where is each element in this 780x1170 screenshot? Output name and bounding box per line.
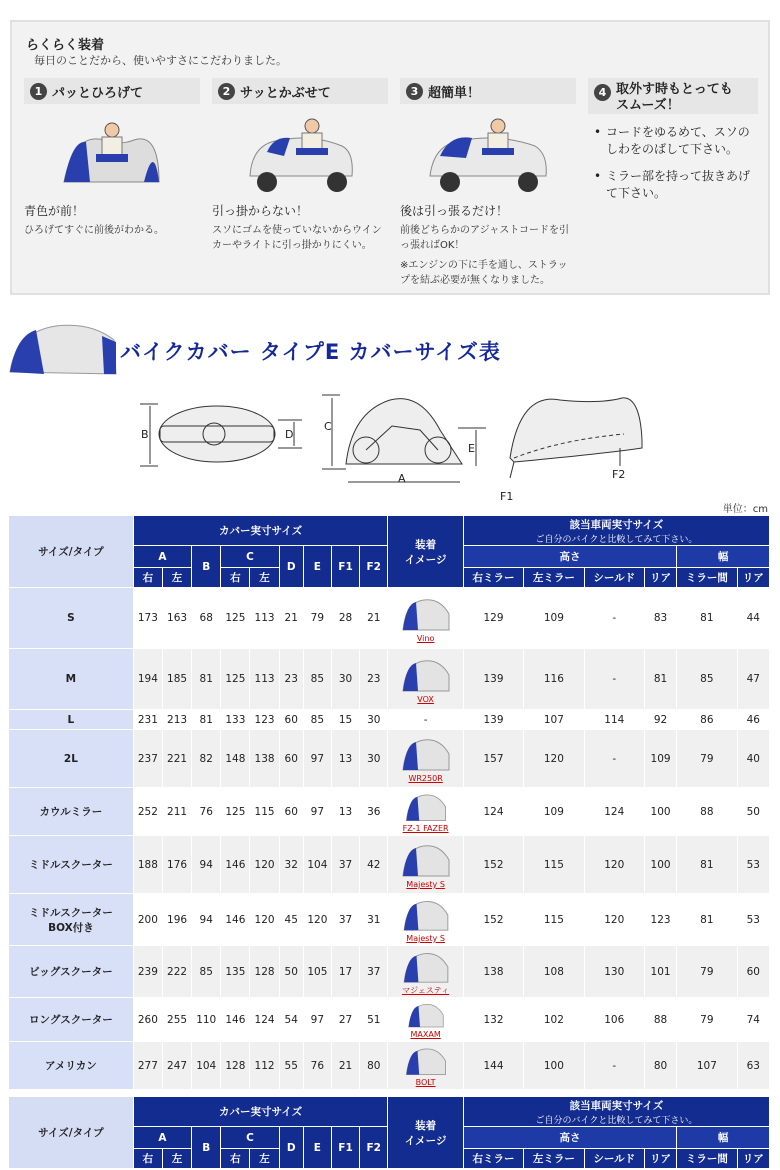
table-row	[9, 788, 770, 836]
cover-size-cell: 231	[133, 710, 162, 730]
cover-size-cell: 50	[279, 946, 303, 998]
cover-size-cell: 237	[133, 730, 162, 788]
vehicle-size-cell: 114	[584, 710, 644, 730]
cover-size-cell: 200	[133, 894, 162, 946]
step-4	[588, 78, 758, 202]
cover-size-cell: 138	[250, 730, 279, 788]
cover-size-cell: 79	[303, 588, 331, 649]
bullet-item: • コードをゆるめて、スソのしわをのばして下さい。	[588, 124, 758, 158]
size-chart-header	[0, 310, 780, 390]
col-size-type: サイズ/タイプ	[9, 1097, 134, 1169]
cover-size-cell: 146	[221, 998, 250, 1042]
vehicle-size-cell: 152	[463, 894, 523, 946]
step-title: 超簡単！	[428, 85, 481, 101]
table-row	[9, 998, 770, 1042]
cover-size-cell: 260	[133, 998, 162, 1042]
cover-size-cell: 146	[221, 836, 250, 894]
vehicle-size-cell: 108	[524, 946, 584, 998]
col-a-right: 右	[133, 568, 162, 588]
col-rear-width: リア	[737, 568, 769, 588]
cover-size-cell: 120	[250, 894, 279, 946]
table-row	[9, 894, 770, 946]
vehicle-size-cell: 86	[677, 710, 737, 730]
vehicle-size-cell: 60	[737, 946, 769, 998]
vehicle-size-cell: 83	[644, 588, 676, 649]
step-description: ひろげてすぐに前後がわかる。	[24, 225, 164, 236]
group-cover-size: カバー実寸サイズ	[133, 516, 388, 546]
fit-image-link[interactable]: Majesty S	[406, 934, 445, 943]
col-f2: F2	[360, 1127, 388, 1169]
unit-label: 単位：cm	[722, 504, 768, 515]
cover-size-cell: 213	[162, 710, 191, 730]
vehicle-size-cell: 88	[677, 788, 737, 836]
table-row	[9, 1042, 770, 1090]
size-cell: ミドルスクーター	[9, 836, 134, 894]
vehicle-size-cell: 139	[463, 710, 523, 730]
fit-image-link[interactable]: マジェスティ	[402, 986, 450, 995]
step-description: 前後どちらかのアジャストコードを引っ張ればOK！	[400, 225, 569, 251]
col-a: A	[133, 1127, 191, 1149]
cover-size-cell: 115	[250, 788, 279, 836]
covered-bike-thumbnail	[400, 734, 452, 774]
dim-label-c: C	[324, 420, 332, 433]
vehicle-size-cell: 85	[677, 649, 737, 710]
col-d: D	[279, 546, 303, 588]
step-title: パッとひろげて	[52, 85, 144, 101]
cover-size-cell: 85	[303, 710, 331, 730]
cover-size-cell: 239	[133, 946, 162, 998]
col-c-left: 左	[250, 1149, 279, 1169]
col-b: B	[192, 1127, 221, 1169]
cover-size-cell: 30	[360, 730, 388, 788]
vehicle-size-cell: -	[584, 649, 644, 710]
vehicle-size-cell: 79	[677, 946, 737, 998]
cover-size-cell: 120	[303, 894, 331, 946]
panel-subtitle: 毎日のことだから、使いやすさにこだわりました。	[34, 54, 287, 67]
size-cell: M	[9, 649, 134, 710]
easy-install-panel	[10, 20, 770, 295]
covered-bike-thumbnail	[400, 655, 452, 695]
col-rear-width: リア	[737, 1149, 769, 1169]
cover-size-cell: 85	[303, 649, 331, 710]
vehicle-size-cell: 81	[677, 894, 737, 946]
vehicle-size-cell: 92	[644, 710, 676, 730]
vehicle-size-cell: -	[584, 730, 644, 788]
vehicle-size-cell: 109	[524, 588, 584, 649]
cover-size-cell: 97	[303, 998, 331, 1042]
col-left-mirror: 左ミラー	[524, 1149, 584, 1169]
cover-size-cell: 120	[250, 836, 279, 894]
covered-bike-thumbnail	[400, 1044, 452, 1078]
col-mirror-width: ミラー間	[677, 1149, 737, 1169]
col-image: 装着 イメージ	[388, 1097, 463, 1169]
vehicle-size-cell: 120	[584, 836, 644, 894]
size-table	[8, 515, 770, 1090]
table-row	[9, 710, 770, 730]
cover-size-cell: 32	[279, 836, 303, 894]
group-vehicle-note: ご自分のバイクと比較してみて下さい。	[535, 1115, 698, 1126]
col-c-left: 左	[250, 568, 279, 588]
vehicle-size-cell: -	[584, 1042, 644, 1090]
vehicle-size-cell: 100	[524, 1042, 584, 1090]
vehicle-size-cell: 101	[644, 946, 676, 998]
size-chart-title: バイクカバー タイプE カバーサイズ表	[120, 340, 501, 364]
cover-size-cell: 247	[162, 1042, 191, 1090]
cover-size-cell: 124	[250, 998, 279, 1042]
step-number: 4	[594, 84, 611, 101]
vehicle-size-cell: 79	[677, 730, 737, 788]
bike-cover-product-icon	[6, 312, 122, 388]
cover-size-cell: 128	[250, 946, 279, 998]
cover-size-cell: 68	[192, 588, 221, 649]
cover-size-cell: 211	[162, 788, 191, 836]
cover-size-cell: 76	[303, 1042, 331, 1090]
cover-size-cell: 17	[331, 946, 359, 998]
cover-size-cell: 97	[303, 730, 331, 788]
vehicle-size-cell: 139	[463, 649, 523, 710]
cover-size-cell: 37	[360, 946, 388, 998]
fit-image-link[interactable]: MAXAM	[410, 1030, 441, 1039]
col-width: 幅	[677, 1127, 770, 1149]
fit-image-cell	[388, 946, 463, 998]
vehicle-size-cell: 81	[677, 836, 737, 894]
bullet-item: • ミラー部を持って抜きあげて下さい。	[588, 168, 758, 202]
col-image: 装着 イメージ	[388, 516, 463, 588]
table-row	[9, 649, 770, 710]
vehicle-size-cell: 124	[584, 788, 644, 836]
col-c: C	[221, 1127, 279, 1149]
cover-size-cell: 55	[279, 1042, 303, 1090]
vehicle-size-cell: 123	[644, 894, 676, 946]
group-vehicle-size	[463, 1097, 769, 1127]
col-c-right: 右	[221, 1149, 250, 1169]
fit-image-cell: -	[388, 710, 463, 730]
cover-size-cell: 82	[192, 730, 221, 788]
step-title: 取外す時もとっても スムーズ！	[616, 82, 733, 113]
cover-size-cell: 23	[360, 649, 388, 710]
cover-size-cell: 60	[279, 788, 303, 836]
fit-image-cell	[388, 894, 463, 946]
step-1	[24, 78, 200, 238]
dim-label-f1: F1	[500, 490, 514, 500]
cover-size-cell: 97	[303, 788, 331, 836]
cover-size-cell: 51	[360, 998, 388, 1042]
cover-size-cell: 113	[250, 588, 279, 649]
cover-size-cell: 27	[331, 998, 359, 1042]
cover-size-cell: 221	[162, 730, 191, 788]
col-left-mirror: 左ミラー	[524, 568, 584, 588]
dim-label-d: D	[285, 428, 294, 441]
cover-size-cell: 80	[360, 1042, 388, 1090]
size-cell: アメリカン	[9, 1042, 134, 1090]
covered-bike-thumbnail	[400, 896, 452, 934]
cover-size-cell: 60	[279, 710, 303, 730]
col-b: B	[192, 546, 221, 588]
vehicle-size-cell: 53	[737, 894, 769, 946]
col-right-mirror: 右ミラー	[463, 568, 523, 588]
table-row	[9, 588, 770, 649]
cover-size-cell: 37	[331, 894, 359, 946]
vehicle-size-cell: 130	[584, 946, 644, 998]
step-3	[400, 78, 576, 288]
cover-size-cell: 13	[331, 788, 359, 836]
step-caption: 引っ掛からない！	[212, 204, 309, 218]
cover-size-cell: 173	[133, 588, 162, 649]
vehicle-size-cell: 120	[524, 730, 584, 788]
size-cell: ロングスクーター	[9, 998, 134, 1042]
cover-size-cell: 110	[192, 998, 221, 1042]
vehicle-size-cell: 63	[737, 1042, 769, 1090]
size-cell: L	[9, 710, 134, 730]
col-mirror-width: ミラー間	[677, 568, 737, 588]
table-row	[9, 730, 770, 788]
cover-size-cell: 13	[331, 730, 359, 788]
vehicle-size-cell: 80	[644, 1042, 676, 1090]
cover-size-cell: 28	[331, 588, 359, 649]
col-e: E	[303, 546, 331, 588]
col-a: A	[133, 546, 191, 568]
group-vehicle-title: 該当車両実寸サイズ	[569, 1099, 664, 1112]
fit-image-link[interactable]: BOLT	[415, 1078, 436, 1087]
vehicle-size-cell: 100	[644, 836, 676, 894]
col-a-left: 左	[162, 568, 191, 588]
cover-size-cell: 81	[192, 710, 221, 730]
cover-size-cell: 94	[192, 894, 221, 946]
cover-size-cell: 60	[279, 730, 303, 788]
col-d: D	[279, 1127, 303, 1169]
vehicle-size-cell: 124	[463, 788, 523, 836]
vehicle-size-cell: 53	[737, 836, 769, 894]
fit-image-link[interactable]: FZ-1 FAZER	[402, 824, 449, 833]
cover-size-cell: 81	[192, 649, 221, 710]
covered-bike-thumbnail	[400, 790, 452, 824]
table-body	[9, 588, 770, 1090]
cover-size-cell: 113	[250, 649, 279, 710]
step-title: サッとかぶせて	[240, 85, 331, 101]
vehicle-size-cell: 102	[524, 998, 584, 1042]
vehicle-size-cell: 74	[737, 998, 769, 1042]
cover-size-cell: 21	[279, 588, 303, 649]
cover-size-cell: 125	[221, 788, 250, 836]
vehicle-size-cell: 107	[524, 710, 584, 730]
size-table-footer-header	[8, 1096, 770, 1169]
covering-bike-illustration	[212, 112, 388, 196]
pulling-cord-illustration	[400, 112, 576, 196]
vehicle-size-cell: 81	[677, 588, 737, 649]
cover-size-cell: 105	[303, 946, 331, 998]
cover-size-cell: 277	[133, 1042, 162, 1090]
vehicle-size-cell: 120	[584, 894, 644, 946]
group-vehicle-title: 該当車両実寸サイズ	[569, 518, 664, 531]
cover-size-cell: 42	[360, 836, 388, 894]
cover-size-cell: 252	[133, 788, 162, 836]
size-cell: S	[9, 588, 134, 649]
step-number: 1	[30, 83, 47, 100]
col-rear: リア	[644, 1149, 676, 1169]
fit-image-cell	[388, 1042, 463, 1090]
cover-size-cell: 188	[133, 836, 162, 894]
fit-image-link[interactable]: WR250R	[408, 774, 443, 783]
cover-size-cell: 176	[162, 836, 191, 894]
fit-image-cell	[388, 588, 463, 649]
col-f2: F2	[360, 546, 388, 588]
covered-bike-thumbnail	[400, 594, 452, 634]
vehicle-size-cell: 47	[737, 649, 769, 710]
col-rear: リア	[644, 568, 676, 588]
cover-size-cell: 76	[192, 788, 221, 836]
table-row	[9, 946, 770, 998]
vehicle-size-cell: 115	[524, 894, 584, 946]
table-row	[9, 836, 770, 894]
group-cover-size: カバー実寸サイズ	[133, 1097, 388, 1127]
cover-size-cell: 163	[162, 588, 191, 649]
col-shield: シールド	[584, 1149, 644, 1169]
col-c: C	[221, 546, 279, 568]
cover-size-cell: 125	[221, 588, 250, 649]
vehicle-size-cell: 106	[584, 998, 644, 1042]
vehicle-size-cell: 109	[644, 730, 676, 788]
vehicle-size-cell: 132	[463, 998, 523, 1042]
cover-size-cell: 30	[331, 649, 359, 710]
cover-size-cell: 104	[192, 1042, 221, 1090]
cover-size-cell: 185	[162, 649, 191, 710]
size-cell: ビッグスクーター	[9, 946, 134, 998]
col-c-right: 右	[221, 568, 250, 588]
col-a-right: 右	[133, 1149, 162, 1169]
vehicle-size-cell: 100	[644, 788, 676, 836]
col-size-type: サイズ/タイプ	[9, 516, 134, 588]
vehicle-size-cell: 109	[524, 788, 584, 836]
cover-size-cell: 112	[250, 1042, 279, 1090]
table-header	[9, 516, 770, 588]
cover-size-cell: 15	[331, 710, 359, 730]
cover-size-cell: 194	[133, 649, 162, 710]
dimension-diagrams	[0, 390, 780, 500]
vehicle-size-cell: 79	[677, 998, 737, 1042]
size-cell: ミドルスクーター BOX付き	[9, 894, 134, 946]
panel-title: らくらく装着	[26, 38, 105, 53]
cover-size-cell: 54	[279, 998, 303, 1042]
vehicle-size-cell: 116	[524, 649, 584, 710]
fit-image-cell	[388, 730, 463, 788]
dim-label-a: A	[398, 472, 406, 485]
step-description: スソにゴムを使っていないからウインカーやライトに引っ掛かりにくい。	[212, 225, 382, 251]
vehicle-size-cell: 129	[463, 588, 523, 649]
fit-image-cell	[388, 788, 463, 836]
col-f1: F1	[331, 546, 359, 588]
vehicle-size-cell: 40	[737, 730, 769, 788]
cover-size-cell: 135	[221, 946, 250, 998]
fit-image-link[interactable]: Vino	[416, 633, 435, 643]
col-shield: シールド	[584, 568, 644, 588]
cover-size-cell: 21	[331, 1042, 359, 1090]
vehicle-size-cell: 107	[677, 1042, 737, 1090]
cover-size-cell: 133	[221, 710, 250, 730]
vehicle-size-cell: 44	[737, 588, 769, 649]
cover-size-cell: 196	[162, 894, 191, 946]
dim-label-b: B	[141, 428, 149, 441]
group-vehicle-size	[463, 516, 769, 546]
covered-bike-thumbnail	[400, 948, 452, 986]
dim-label-e: E	[468, 442, 475, 455]
covered-bike-thumbnail	[400, 1000, 452, 1030]
spreading-cover-illustration	[24, 112, 200, 196]
cover-size-cell: 104	[303, 836, 331, 894]
vehicle-size-cell: 152	[463, 836, 523, 894]
step-caption: 青色が前！	[24, 204, 85, 218]
covered-bike-thumbnail	[400, 840, 452, 880]
fit-image-cell	[388, 998, 463, 1042]
cover-size-cell: 85	[192, 946, 221, 998]
col-height: 高さ	[463, 546, 676, 568]
size-cell: 2L	[9, 730, 134, 788]
cover-size-cell: 255	[162, 998, 191, 1042]
cover-size-cell: 45	[279, 894, 303, 946]
vehicle-size-cell: 46	[737, 710, 769, 730]
cover-size-cell: 125	[221, 649, 250, 710]
cover-size-cell: 146	[221, 894, 250, 946]
step-caption: 後は引っ張るだけ！	[400, 204, 509, 218]
vehicle-size-cell: 138	[463, 946, 523, 998]
cover-size-cell: 23	[279, 649, 303, 710]
dim-label-f2: F2	[612, 468, 626, 481]
col-width: 幅	[677, 546, 770, 568]
step-note: ※エンジンの下に手を通し、ストラップを結ぶ必要が無くなりました。	[400, 260, 568, 286]
fit-image-link[interactable]: Majesty S	[406, 880, 445, 889]
group-vehicle-note: ご自分のバイクと比較してみて下さい。	[535, 534, 698, 545]
cover-size-cell: 21	[360, 588, 388, 649]
step-number: 2	[218, 83, 235, 100]
cover-size-cell: 123	[250, 710, 279, 730]
step-number: 3	[406, 83, 423, 100]
cover-size-cell: 37	[331, 836, 359, 894]
size-cell: カウルミラー	[9, 788, 134, 836]
col-a-left: 左	[162, 1149, 191, 1169]
cover-size-cell: 148	[221, 730, 250, 788]
col-height: 高さ	[463, 1127, 676, 1149]
step-2	[212, 78, 388, 253]
fit-image-cell	[388, 649, 463, 710]
fit-image-cell	[388, 836, 463, 894]
vehicle-size-cell: 157	[463, 730, 523, 788]
vehicle-size-cell: 115	[524, 836, 584, 894]
vehicle-size-cell: 88	[644, 998, 676, 1042]
col-right-mirror: 右ミラー	[463, 1149, 523, 1169]
cover-size-cell: 128	[221, 1042, 250, 1090]
vehicle-size-cell: 81	[644, 649, 676, 710]
cover-size-cell: 30	[360, 710, 388, 730]
cover-size-cell: 222	[162, 946, 191, 998]
vehicle-size-cell: -	[584, 588, 644, 649]
col-f1: F1	[331, 1127, 359, 1169]
col-e: E	[303, 1127, 331, 1169]
vehicle-size-cell: 144	[463, 1042, 523, 1090]
fit-image-link[interactable]: VOX	[417, 694, 434, 704]
vehicle-size-cell: 50	[737, 788, 769, 836]
cover-size-cell: 36	[360, 788, 388, 836]
cover-size-cell: 31	[360, 894, 388, 946]
cover-size-cell: 94	[192, 836, 221, 894]
